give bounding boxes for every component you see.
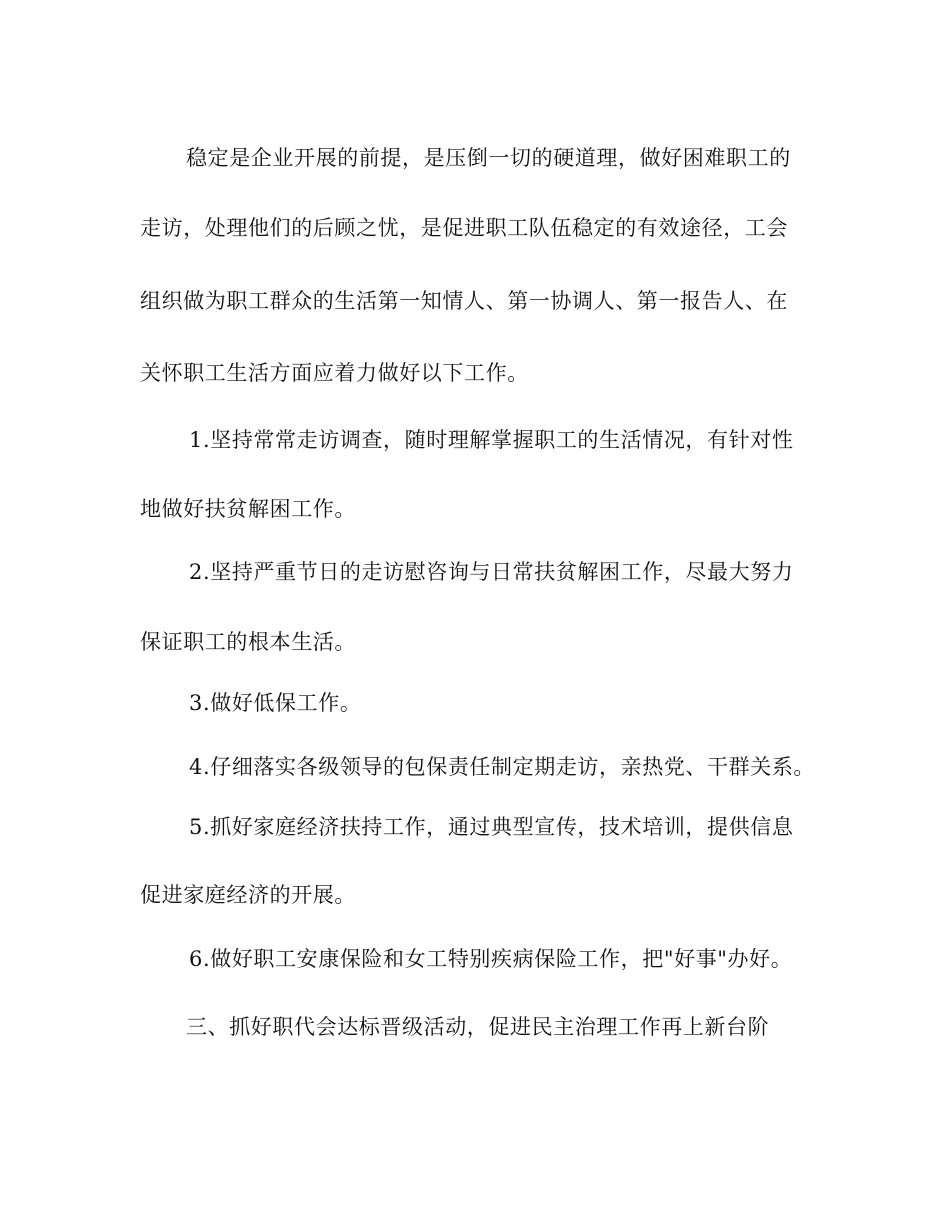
item-1-line-1: 1.坚持常常走访调查，随时理解掌握职工的生活情况，有针对性 [189, 428, 794, 452]
item-4-line: 4.仔细落实各级领导的包保责任制定期走访，亲热党、干群关系。 [189, 755, 816, 779]
item-2-line-2: 保证职工的根本生活。 [140, 630, 356, 654]
item-5-line-2: 促进家庭经济的开展。 [140, 883, 356, 907]
item-6-line: 6.做好职工安康保险和女工特别疾病保险工作，把"好事"办好。 [189, 947, 793, 971]
paragraph-1-line-2: 走访，处理他们的后顾之忧，是促进职工队伍稳定的有效途径，工会 [140, 216, 788, 240]
item-1-line-2: 地做好扶贫解困工作。 [140, 497, 356, 521]
paragraph-1-line-3: 组织做为职工群众的生活第一知情人、第一协调人、第一报告人、在 [140, 289, 788, 313]
item-3-line: 3.做好低保工作。 [189, 691, 362, 715]
paragraph-1-line-4: 关怀职工生活方面应着力做好以下工作。 [140, 361, 529, 385]
item-5-line-1: 5.抓好家庭经济扶持工作，通过典型宣传，技术培训，提供信息 [189, 815, 794, 839]
section-3-heading: 三、抓好职代会达标晋级活动，促进民主治理工作再上新台阶 [186, 1015, 770, 1039]
item-2-line-1: 2.坚持严重节日的走访慰咨询与日常扶贫解困工作，尽最大努力 [189, 560, 794, 584]
paragraph-1-line-1: 稳定是企业开展的前提，是压倒一切的硬道理，做好困难职工的 [186, 146, 791, 170]
